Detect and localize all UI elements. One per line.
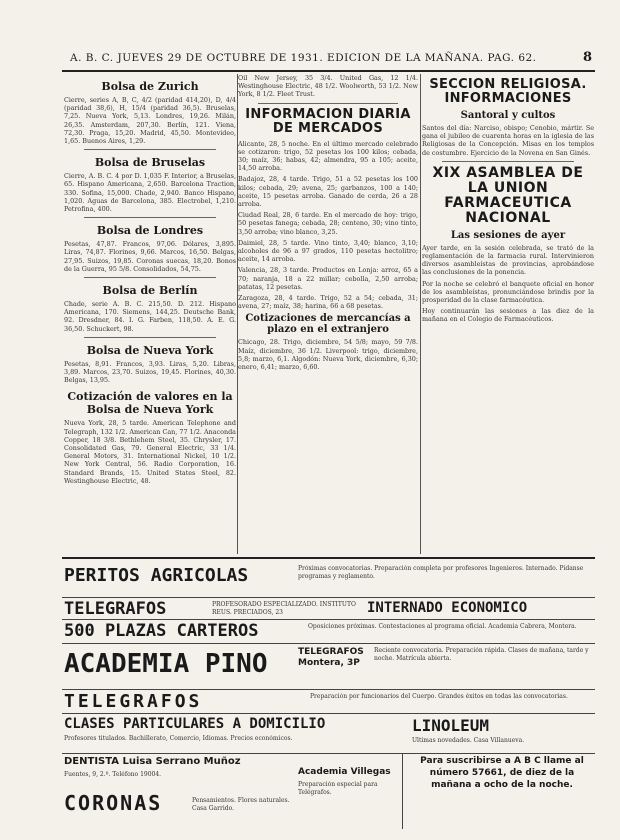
ad-text: Profesores titulados. Bachillerato, Comercio, Idiomas. Precios económicos. [64, 735, 293, 742]
section-title: Bolsa de Londres [96, 224, 204, 238]
section-subtitle: Las sesiones de ayer [450, 229, 566, 241]
section-subtitle: Santoral y cultos [460, 110, 556, 121]
section-title: SECCION RELIGIOSA. INFORMACIONES [429, 77, 587, 106]
ad-text: Preparación por funcionarios del Cuerpo. Grandes éxitos en todas las convocatorias. [310, 693, 568, 700]
section-text: Santos del día: Narciso, obispo; Cenobio, mártir. Se gana el jubileo de cuarenta horas en la iglesia de las Religiosas de la Concepción. Misas en los templos de costumbre. Ejercicio de la Novena en San Ginés. [422, 124, 594, 157]
ad-academia-pino [62, 643, 595, 690]
page-header: A. B. C. JUEVES 29 DE OCTUBRE DE 1931. EDICION DE LA MAÑANA. PAG. 62. [70, 52, 537, 64]
ad-text: Oposiciones próximas. Contestaciones al programa oficial. Academia Cabrera, Montera. [308, 623, 577, 630]
ad-headline: TELEGRAFOS [64, 691, 203, 712]
ad-headline: CLASES PARTICULARES A DOMICILIO [64, 716, 326, 732]
ad-headline: DENTISTA Luisa Serrano Muñoz [64, 756, 241, 767]
ad-carteros [62, 619, 595, 644]
section-text: Por la noche se celebró el banquete oficial en honor de los asambleístas, pronunciándose brindis por la prosperidad de la clase farmacéutica. [422, 279, 594, 305]
ad-text: Reciente convocatoria. Preparación rápida. Clases de mañana, tarde y noche. Matrícula abierta. [374, 647, 589, 662]
ad-side: TELEGRAFOS Montera, 3P [298, 647, 364, 668]
ad-text: Pensamientos. Flores naturales. Casa Garrido. [192, 797, 290, 812]
ad-text: Preparación especial para Telégrafos. [298, 781, 378, 796]
column-religious [422, 74, 594, 554]
ad-suscripcion: Para suscribirse a A B C llame al número 57661, de diez de la mañana a ocho de la noche. [420, 756, 584, 790]
market-report: Valencia, 28, 3 tarde. Productos en Lonja: arroz, 65 a 70; naranja, 18 a 22 millar; cebolla, 2,50 arroba; patatas, 12 pesetas. [238, 266, 418, 291]
ad-peritos [62, 559, 595, 598]
ad-headline: Academia Villegas [298, 767, 391, 777]
ad-headline: ACADEMIA PINO [64, 649, 268, 679]
page-number: 8 [583, 50, 593, 65]
section-text: Pesetas, 47,87. Francos, 97,06. Dólares, 3,895. Liras, 74,87. Florines, 9,66. Marcos, 16,50. Belgas, 27,95. Suizos, 19,85. Coronas suecas, 18,20. Bonos de la Guerra, 95 5/8. Consolidados, 54,75. [64, 240, 236, 273]
ad-clases [62, 713, 595, 754]
separator [84, 149, 216, 150]
ad-text: Fuentes, 9, 2.º. Teléfono 19004. [64, 771, 162, 778]
column-markets [64, 74, 236, 554]
section-text: Ayer tarde, en la sesión celebrada, se trató de la reglamentación de la farmacia rural. Intervinieron diversos asambleístas de provincias, aprobándose las conclusiones de la ponencia. [422, 243, 594, 277]
ad-text: PROFESORADO ESPECIALIZADO. INSTITUTO REUS. PRECIADOS, 23 [212, 601, 356, 616]
classified-ads [62, 557, 595, 829]
ad-headline: 500 PLAZAS CARTEROS [64, 621, 259, 641]
column-divider [420, 74, 421, 554]
section-title: Bolsa de Berlín [102, 284, 198, 298]
ad-headline: LINOLEUM [412, 716, 490, 735]
section-text: Chade, serie A. B. C. 215,50. D. 212. Hispano Americana, 170. Siemens, 144,25. Deutsche Bank, 92. Dresdner, 84. I. G. Farben, 118,50. A. E. G. 36,50. Schuckert, 98. [64, 300, 236, 333]
section-title: XIX ASAMBLEA DE LA UNION FARMACEUTICA NACIONAL [432, 164, 584, 226]
separator [258, 103, 398, 104]
market-report: Zaragoza, 28, 4 tarde. Trigo, 52 a 54; cebada, 31; avena, 27; maíz, 38; harina, 66 a 68 pesetas. [238, 294, 418, 311]
market-report: Alicante, 28, 5 noche. En el último mercado celebrado se cotizaron: trigo, 52 pesetas los 100 kilos; cebada, 30; maíz, 36; habas, 42; almendra, 95 a 105; aceite, 14,50 arroba. [238, 139, 418, 173]
separator [84, 337, 216, 338]
section-title: Cotización de valores en la Bolsa de Nueva York [67, 390, 233, 417]
section-title: INFORMACION DIARIA DE MERCADOS [245, 106, 411, 136]
section-text: Pesetas, 8,91. Francos, 3,93. Liras, 5,20. Libras, 3,89. Marcos, 23,70. Suizos, 19,45. Florines, 40,30. Belgas, 13,95. [64, 359, 236, 385]
ad-headline: INTERNADO ECONOMICO [367, 600, 528, 616]
market-report: Badajoz, 28, 4 tarde. Trigo, 51 a 52 pesetas los 100 kilos; cebada, 29; avena, 25; garbanzos, 100 a 140; aceite, 15 pesetas arroba. Ganado de cerda, 26 a 28 arroba. [238, 175, 418, 209]
column-trade [238, 74, 418, 554]
separator [442, 161, 574, 162]
market-report: Chicago, 28. Trigo, diciembre, 54 5/8; mayo, 59 7/8. Maíz, diciembre, 36 1/2. Liverpool: trigo, diciembre, 5,8; marzo, 6,1. Algodón: Nueva York, diciembre, 6,30; enero, 6,41; marzo, 6,60. [238, 338, 418, 372]
market-report: Ciudad Real, 28, 6 tarde. En el mercado de hoy: trigo, 50 pesetas fanega; cebada, 28; centeno, 30; vino tinto, 3,50 arroba; vino blanco, 3,25. [238, 211, 418, 236]
separator [84, 277, 216, 278]
ad-telegrafos-2 [62, 689, 595, 714]
ad-text: Ultimas novedades. Casa Villanueva. [412, 737, 525, 744]
market-report: Daimiel, 28, 5 tarde. Vino tinto, 3,40; blanco, 3,10; alcoholes de 96 a 97 grados, 110 pesetas hectolitro; aceite, 14 arroba. [238, 238, 418, 264]
ad-telegrafos [62, 597, 595, 620]
section-text: Oil New Jersey, 35 3/4. United Gas, 12 1/4. Westinghouse Electric, 48 1/2. Woolworth, 53 1/2. New York, 8 1/2. Fleet Trust. [238, 74, 418, 99]
section-text: Cierre, series A, B, C, 4/2 (paridad 414,20), D, 4/4 (paridad 38,6), H, 15/4 (paridad 36,5). Bruselas, 7,25. Nueva York, 5,13. Londres, 19,26. Milán, 26,35. Amsterdam, 207,30. Berlín, 121. Viena, 72,30. Praga, 15,20. Madrid, 45,50. Montevideo, 1,65. Buenos Aires, 1,29. [64, 96, 236, 146]
ad-headline: PERITOS AGRICOLAS [64, 565, 249, 586]
section-text: Cierre, A. B. C. 4 por D. 1,035 F. Interior, a Bruselas, 65. Hispano Americana, 2,650. Barcelona Traction, 330. Sofina, 15,000. Chade, 2,940. Banco Hispano, 1,020. Aguas de Barcelona, 385. Electrobel, 1,210. Petrofina, 400. [64, 172, 236, 214]
separator [84, 217, 216, 218]
section-title: Bolsa de Bruselas [94, 156, 206, 170]
section-title: Bolsa de Nueva York [86, 343, 214, 357]
section-subtitle: Cotizaciones de mercancías a plazo en el extranjero [245, 313, 411, 336]
ad-text: Próximas convocatorias. Preparación completa por profesores Ingenieros. Internado. Pídanse programas y reglamento. [298, 565, 584, 580]
section-title: Bolsa de Zurich [101, 80, 199, 93]
section-text: Nueva York, 28, 5 tarde. American Telephone and Telegraph, 132 1/2. American Can, 77 1/2. Anaconda Copper, 18 3/8. Bethlehem Steel, 35. Chrysler, 17. Consolidated Gas, 79. General Electric, 33 1/4. General Motors, 31. International Nickel, 10 1/2. New York Central, 56. Radio Corporation, 16. Standard Brands, 15. United States Steel, 82. Westinghouse Electric, 48. [64, 419, 236, 485]
ad-headline: TELEGRAFOS [64, 599, 167, 619]
ad-headline: CORONAS [64, 791, 163, 815]
header-rule [62, 70, 595, 72]
section-text: Hoy continuarán las sesiones a las diez de la mañana en el Colegio de Farmacéuticos. [422, 307, 594, 324]
ad-block-bottom [62, 753, 403, 829]
